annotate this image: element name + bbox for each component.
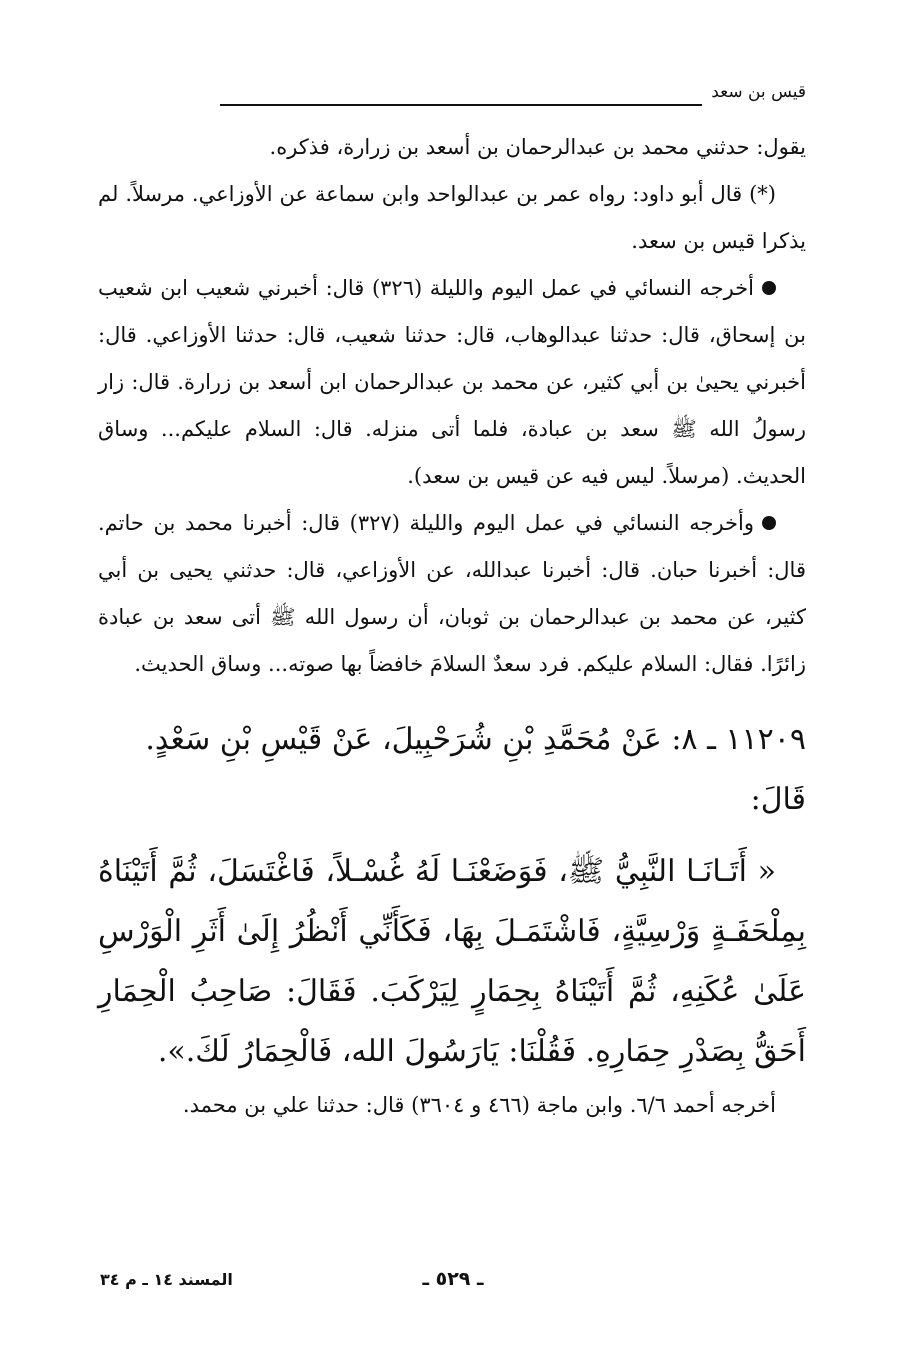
paragraph-nasai-327 — [98, 500, 806, 688]
hadith-text: « أَتَـانَـا النَّبِيُّ ﷺ، فَوَضَعْنَـا لَهُ غُسْـلاً، فَاغْتَسَلَ، ثُمَّ أَتَيْنَاهُ بِمِلْحَفَـةٍ وَرْسِيَّةٍ، فَاشْتَمَـلَ بِهَا، فَكَأَنِّي أَنْظُرُ إِلَىٰ أَثَرِ الْوَرْسِ عَلَىٰ عُكَنِهِ، ثُمَّ أَتَيْنَاهُ بِحِمَارٍ لِيَرْكَبَ. فَقَالَ: صَاحِبُ الْحِمَارِ أَحَقُّ بِصَدْرِ حِمَارِهِ. فَقُلْنَا: يَارَسُولَ الله، فَالْحِمَارُ لَكَ.». — [98, 854, 806, 1069]
takhrij-paragraph: أخرجه أحمد ٦/٦. وابن ماجة (٤٦٦ و ٣٦٠٤) قال: حدثنا علي بن محمد. — [182, 1093, 776, 1117]
header-rule — [220, 104, 702, 106]
paragraph-nasai-326 — [98, 265, 806, 500]
bullet-icon — [762, 281, 776, 295]
paragraph-nasai-326-text: أخرجه النسائي في عمل اليوم والليلة (٣٢٦) قال: أخبرني شعيب ابن شعيب بن إسحاق، قال: حدثنا عبدالوهاب، قال: حدثنا شعيب، قال: حدثنا الأوزاعي. قال: أخبرني يحيىٰ بن أبي كثير، عن محمد بن عبدالرحمان ابن أسعد بن زرارة. قال: زار رسولُ الله ﷺ سعد بن عبادة، فلما أتى منزله. قال: السلام عليكم... وساق الحديث. (مرسلاً. ليس فيه عن قيس بن سعد). — [98, 276, 806, 488]
page-header — [100, 82, 806, 112]
paragraph-abu-dawud-note: (*) قال أبو داود: رواه عمر بن عبدالواحد وابن سماعة عن الأوزاعي. مرسلاً. لم يذكرا قيس بن سعد. — [98, 182, 806, 253]
hadith-qala: قَالَ: — [750, 782, 806, 817]
paragraph-isnad-end: يقول: حدثني محمد بن عبدالرحمان بن أسعد بن زرارة، فذكره. — [269, 135, 806, 159]
hadith-heading: ١١٢٠٩ ـ ٨: عَنْ مُحَمَّدِ بْنِ شُرَحْبِيلَ، عَنْ قَيْسِ بْنِ سَعْدٍ. — [145, 722, 806, 757]
volume-signature: المسند ١٤ ـ م ٣٤ — [100, 1270, 233, 1289]
bullet-icon — [762, 516, 776, 530]
page-number: ـ ٥٢٩ ـ — [422, 1268, 484, 1290]
paragraph-nasai-327-text: وأخرجه النسائي في عمل اليوم والليلة (٣٢٧) قال: أخبرنا محمد بن حاتم. قال: أخبرنا حبان. قال: أخبرنا عبدالله، عن الأوزاعي، قال: حدثني يحيى بن أبي كثير، عن محمد بن عبدالرحمان بن ثوبان، أن رسول الله ﷺ أتى سعد بن عبادة زائرًا. فقال: السلام عليكم. فرد سعدٌ السلامَ خافضاً بها صوته... وساق الحديث. — [98, 511, 806, 676]
page-body — [98, 124, 806, 1129]
running-title: قيس بن سعد — [711, 82, 806, 102]
page-footer — [100, 1268, 806, 1298]
